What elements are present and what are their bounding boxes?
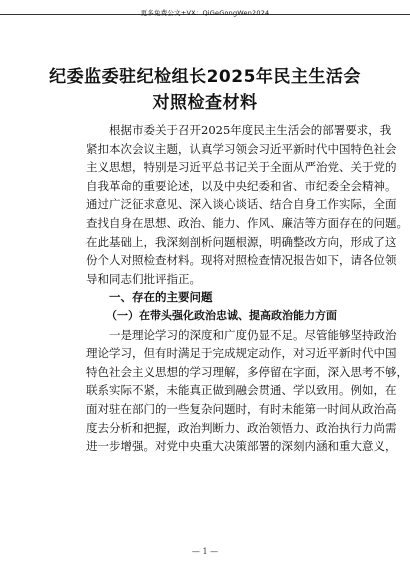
intro-line: 份个人对照检查材料。现将对照检查情况报告如下，请各位领 bbox=[86, 253, 397, 268]
intro-line: 查找自身在思想、政治、能力、作风、廉洁等方面存在的问题。 bbox=[86, 215, 408, 230]
intro-line: 主义思想，特别是习近平总书记关于全面从严治党、关于党的 bbox=[86, 160, 397, 175]
intro-line: 通过广泛征求意见、深入谈心谈话、结合自身工作实际，全面 bbox=[86, 197, 397, 212]
paragraph-line: 进一步增强。对党中央重大决策部署的深刻内涵和重大意义， bbox=[86, 439, 397, 454]
document-body bbox=[86, 121, 408, 456]
page-header bbox=[0, 0, 410, 15]
intro-line: 在此基础上，我深刻剖析问题根源，明确整改方向，形成了这 bbox=[86, 234, 397, 249]
subsection-heading: （一）在带头强化政治忠诚、提高政治能力方面 bbox=[106, 308, 337, 322]
paragraph-line: 一是理论学习的深度和广度仍显不足。尽管能够坚持政治 bbox=[109, 327, 397, 342]
paragraph-line: 联系实际不紧，未能真正做到融会贯通、学以致用。例如，在 bbox=[86, 383, 397, 398]
paragraph-line: 度去分析和把握，政治判断力、政治领悟力、政治执行力尚需 bbox=[86, 420, 397, 435]
document-title-line-2: 对照检查材料 bbox=[152, 93, 258, 113]
intro-line: 紧扣本次会议主题，认真学习领会习近平新时代中国特色社会 bbox=[86, 141, 397, 156]
paragraph-line: 理论学习，但有时满足于完成规定动作，对习近平新时代中国 bbox=[86, 346, 397, 361]
header-text: 更多免费公文+VX：QiGeGongWen2024 bbox=[140, 9, 270, 17]
document-title-line-1: 纪委监委驻纪检组长2025年民主生活会 bbox=[49, 67, 361, 87]
intro-line: 导和同志们批评指正。 bbox=[86, 271, 201, 286]
page-number: — 1 — bbox=[191, 547, 219, 556]
section-heading: 一、存在的主要问题 bbox=[109, 290, 213, 305]
intro-line: 根据市委关于召开2025年度民主生活会的部署要求，我 bbox=[109, 123, 392, 137]
paragraph-line: 面对驻在部门的一些复杂问题时，有时未能第一时间从政治高 bbox=[86, 401, 397, 416]
intro-line: 自我革命的重要论述，以及中央纪委和省、市纪委全会精神。 bbox=[86, 178, 397, 193]
paragraph-line: 特色社会主义思想的学习理解，多停留在字面，深入思考不够， bbox=[86, 364, 408, 379]
